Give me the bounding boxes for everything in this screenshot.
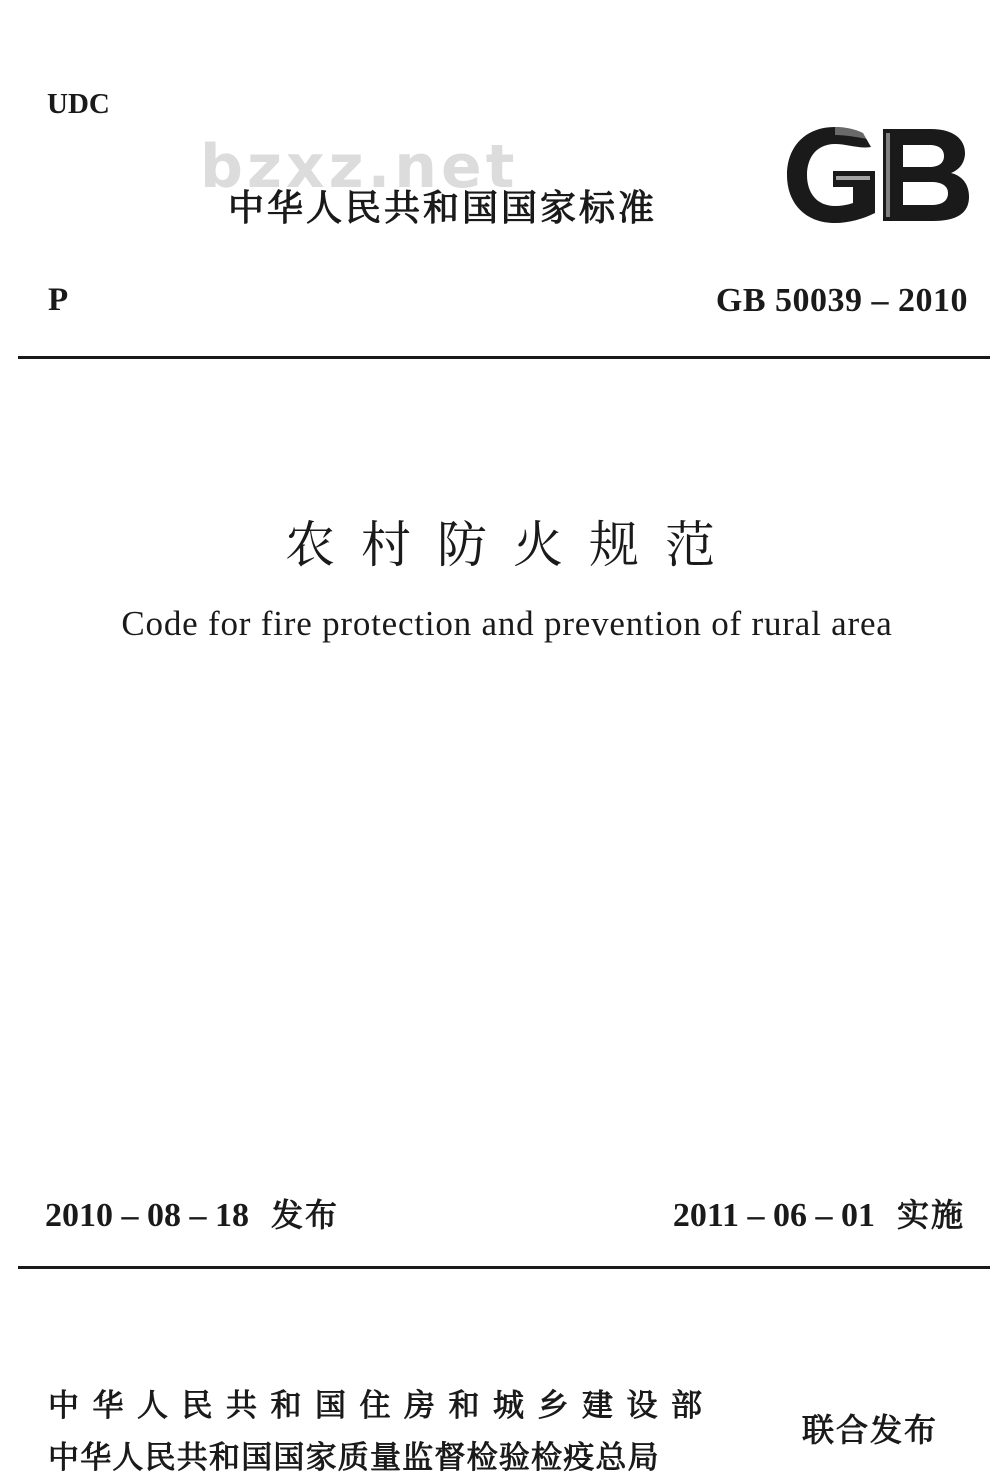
bottom-divider — [18, 1266, 990, 1269]
top-divider — [18, 356, 990, 359]
effective-date: 2011 – 06 – 01 — [672, 1197, 875, 1234]
title-english: Code for fire protection and prevention of rural area — [121, 604, 893, 643]
watermark: bzxz.net — [200, 132, 519, 202]
classification-code: P — [48, 282, 69, 318]
effective-date-block — [673, 1190, 965, 1236]
gb-logo — [783, 125, 971, 225]
issue-date: 2010 – 08 – 18 — [45, 1197, 249, 1234]
national-standard-heading: 中华人民共和国国家标准 — [228, 188, 658, 229]
issuer-ministry: 中华人民共和国住房和城乡建设部 — [48, 1388, 716, 1424]
issue-date-block — [45, 1190, 339, 1236]
issue-label: 发布 — [271, 1196, 340, 1234]
udc-label: UDC — [47, 88, 110, 120]
standard-number: GB 50039 – 2010 — [715, 282, 968, 319]
joint-issue-label: 联合发布 — [802, 1411, 939, 1449]
issuer-aqsiq: 中华人民共和国国家质量监督检验检疫总局 — [48, 1440, 660, 1476]
effective-label: 实施 — [896, 1196, 965, 1234]
title-chinese: 农村防火规范 — [285, 516, 741, 574]
